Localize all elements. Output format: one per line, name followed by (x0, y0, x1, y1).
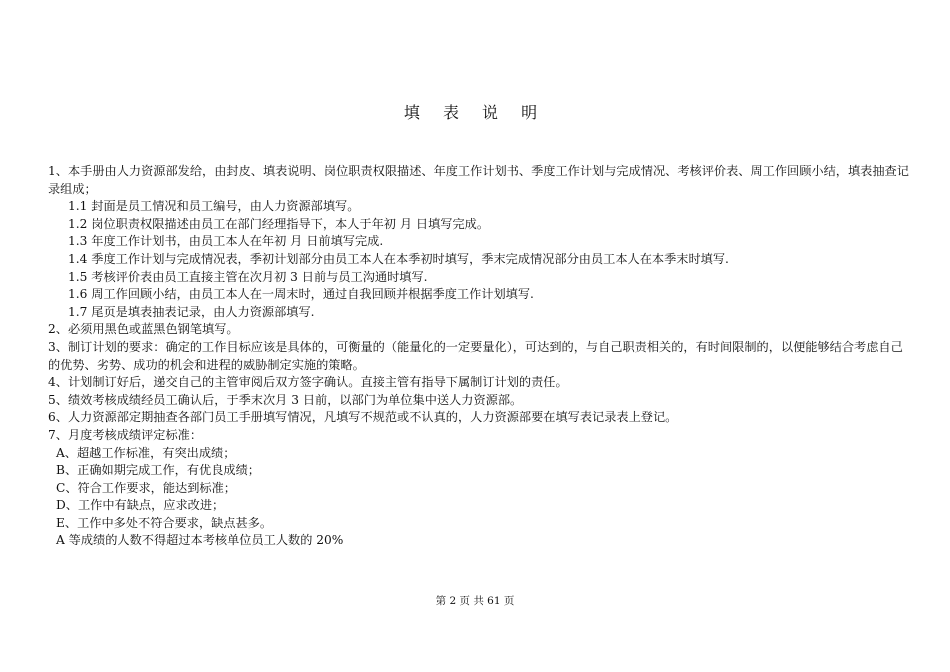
item-1-1: 1.1 封面是员工情况和员工编号，由人力资源部填写。 (68, 199, 360, 214)
item-4: 4、计划制订好后，递交自己的主管审阅后双方签字确认。直接主管有指导下属制订计划的责任。 (48, 375, 568, 390)
item-6: 6、人力资源部定期抽查各部门员工手册填写情况，凡填写不规范或不认真的，人力资源部要在填写表记录表上登记。 (48, 410, 678, 425)
grade-b: B、正确如期完成工作，有优良成绩； (56, 463, 260, 478)
grade-a-limit-note: A 等成绩的人数不得超过本考核单位员工人数的 20% (56, 533, 344, 548)
item-7: 7、月度考核成绩评定标准： (48, 427, 203, 442)
grade-a: A、超越工作标准，有突出成绩； (56, 445, 236, 460)
item-1-5: 1.5 考核评价表由员工直接主管在次月初 3 日前与员工沟通时填写. (68, 269, 428, 284)
item-1-6: 1.6 周工作回顾小结，由员工本人在一周末时，通过自我回顾并根据季度工作计划填写. (68, 287, 534, 302)
item-1-4: 1.4 季度工作计划与完成情况表，季初计划部分由员工本人在本季初时填写，季末完成情况部分由员工本人在本季末时填写. (68, 251, 729, 266)
grade-c: C、符合工作要求，能达到标准； (56, 480, 236, 495)
item-1-3: 1.3 年度工作计划书，由员工本人在年初 月 日前填写完成. (68, 234, 384, 249)
item-3: 3、制订计划的要求：确定的工作目标应该是具体的，可衡量的（能量化的一定要量化），可达到的，与自己职责相关的，有时间限制的，以便能够结合考虑自己的优势、劣势、成功的机会和进程的威胁制定实施的策略。 (48, 339, 903, 372)
item-5: 5、绩效考核成绩经员工确认后，于季末次月 3 日前，以部门为单位集中送人力资源部。 (48, 392, 523, 407)
page-title: 填 表 说 明 (403, 103, 547, 122)
item-1-7: 1.7 尾页是填表抽表记录，由人力资源部填写. (68, 304, 315, 319)
item-2: 2、必须用黑色或蓝黑色钢笔填写。 (48, 322, 239, 337)
grade-e: E、工作中多处不符合要求，缺点甚多。 (56, 515, 273, 530)
item-1: 1、本手册由人力资源部发给，由封皮、填表说明、岗位职责权限描述、年度工作计划书、季度工作计划与完成情况、考核评价表、周工作回顾小结，填表抽查记录组成； (48, 164, 909, 196)
instructions-body (48, 163, 910, 550)
grade-d: D、工作中有缺点，应求改进； (56, 498, 225, 513)
item-1-2: 1.2 岗位职责权限描述由员工在部门经理指导下，本人于年初 月 日填写完成。 (68, 216, 490, 231)
page-number-footer: 第 2 页 共 61 页 (435, 595, 515, 607)
